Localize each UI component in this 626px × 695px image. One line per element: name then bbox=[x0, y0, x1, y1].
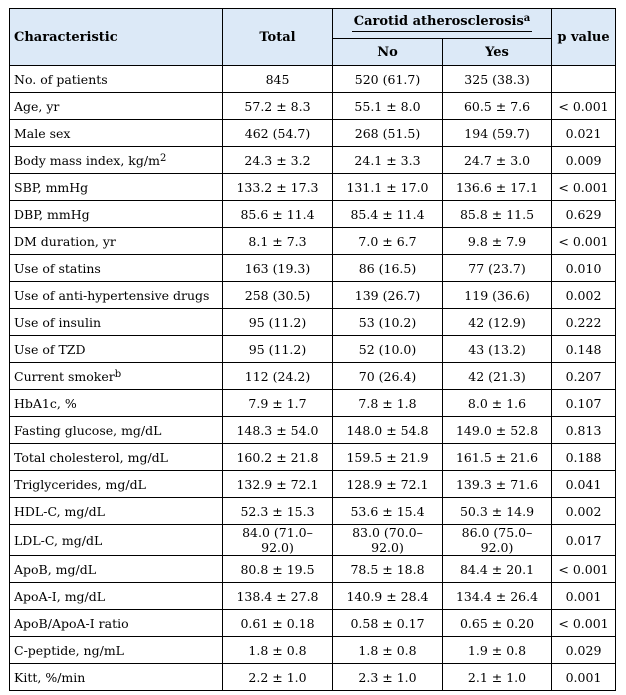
header-characteristic: Characteristic bbox=[10, 9, 223, 66]
row-yes: 43 (13.2) bbox=[443, 336, 552, 363]
table-body bbox=[10, 66, 616, 691]
table-row bbox=[10, 637, 616, 664]
row-total: 2.2 ± 1.0 bbox=[223, 664, 333, 691]
row-yes: 139.3 ± 71.6 bbox=[443, 471, 552, 498]
row-total: 80.8 ± 19.5 bbox=[223, 556, 333, 583]
row-p-value: 0.021 bbox=[552, 120, 616, 147]
row-total: 7.9 ± 1.7 bbox=[223, 390, 333, 417]
row-total: 845 bbox=[223, 66, 333, 93]
row-no: 520 (61.7) bbox=[333, 66, 443, 93]
row-characteristic bbox=[10, 228, 223, 255]
row-p-value: 0.188 bbox=[552, 444, 616, 471]
table-row bbox=[10, 120, 616, 147]
row-characteristic bbox=[10, 471, 223, 498]
table-row bbox=[10, 498, 616, 525]
row-p-value: 0.017 bbox=[552, 525, 616, 556]
row-yes: 42 (12.9) bbox=[443, 309, 552, 336]
row-p-value: < 0.001 bbox=[552, 556, 616, 583]
row-no: 24.1 ± 3.3 bbox=[333, 147, 443, 174]
row-characteristic-label: DBP, mmHg bbox=[14, 206, 90, 222]
row-no: 2.3 ± 1.0 bbox=[333, 664, 443, 691]
table-row bbox=[10, 444, 616, 471]
row-characteristic-label: LDL-C, mg/dL bbox=[14, 532, 103, 548]
table-row bbox=[10, 201, 616, 228]
row-no: 0.58 ± 0.17 bbox=[333, 610, 443, 637]
row-yes: 325 (38.3) bbox=[443, 66, 552, 93]
header-yes: Yes bbox=[443, 39, 552, 66]
row-no: 53.6 ± 15.4 bbox=[333, 498, 443, 525]
row-total: 95 (11.2) bbox=[223, 336, 333, 363]
row-characteristic bbox=[10, 66, 223, 93]
row-no: 140.9 ± 28.4 bbox=[333, 583, 443, 610]
row-characteristic bbox=[10, 201, 223, 228]
row-characteristic-label: Fasting glucose, mg/dL bbox=[14, 422, 162, 438]
row-characteristic bbox=[10, 610, 223, 637]
row-total: 160.2 ± 21.8 bbox=[223, 444, 333, 471]
row-characteristic-label: Age, yr bbox=[14, 98, 60, 114]
row-yes: 42 (21.3) bbox=[443, 363, 552, 390]
row-no: 159.5 ± 21.9 bbox=[333, 444, 443, 471]
characteristics-table bbox=[9, 8, 616, 691]
row-yes: 1.9 ± 0.8 bbox=[443, 637, 552, 664]
row-no: 83.0 (70.0–92.0) bbox=[333, 525, 443, 556]
row-yes: 86.0 (75.0–92.0) bbox=[443, 525, 552, 556]
row-yes: 0.65 ± 0.20 bbox=[443, 610, 552, 637]
row-total: 163 (19.3) bbox=[223, 255, 333, 282]
table-row bbox=[10, 525, 616, 556]
row-characteristic bbox=[10, 498, 223, 525]
row-p-value: 0.148 bbox=[552, 336, 616, 363]
row-characteristic bbox=[10, 363, 223, 390]
row-total: 462 (54.7) bbox=[223, 120, 333, 147]
row-yes: 9.8 ± 7.9 bbox=[443, 228, 552, 255]
header-p-value: p value bbox=[552, 9, 616, 66]
row-p-value: 0.010 bbox=[552, 255, 616, 282]
header-total: Total bbox=[223, 9, 333, 66]
row-characteristic-label: Use of statins bbox=[14, 260, 101, 276]
row-characteristic-label: C-peptide, ng/mL bbox=[14, 642, 124, 658]
row-no: 128.9 ± 72.1 bbox=[333, 471, 443, 498]
row-no: 131.1 ± 17.0 bbox=[333, 174, 443, 201]
row-total: 148.3 ± 54.0 bbox=[223, 417, 333, 444]
header-carotid-group bbox=[333, 9, 552, 39]
row-yes: 134.4 ± 26.4 bbox=[443, 583, 552, 610]
row-total: 52.3 ± 15.3 bbox=[223, 498, 333, 525]
row-no: 86 (16.5) bbox=[333, 255, 443, 282]
header-carotid-footnote-mark: a bbox=[523, 12, 531, 24]
row-p-value: < 0.001 bbox=[552, 228, 616, 255]
row-characteristic bbox=[10, 556, 223, 583]
row-characteristic bbox=[10, 664, 223, 691]
row-characteristic bbox=[10, 444, 223, 471]
table-row bbox=[10, 417, 616, 444]
row-yes: 8.0 ± 1.6 bbox=[443, 390, 552, 417]
row-p-value: 0.029 bbox=[552, 637, 616, 664]
table-row bbox=[10, 664, 616, 691]
table-row bbox=[10, 363, 616, 390]
row-p-value: 0.207 bbox=[552, 363, 616, 390]
row-p-value: 0.629 bbox=[552, 201, 616, 228]
row-p-value: 0.002 bbox=[552, 498, 616, 525]
row-no: 55.1 ± 8.0 bbox=[333, 93, 443, 120]
row-characteristic-label: Use of insulin bbox=[14, 314, 102, 330]
table-row bbox=[10, 66, 616, 93]
table-row bbox=[10, 147, 616, 174]
row-total: 57.2 ± 8.3 bbox=[223, 93, 333, 120]
row-total: 132.9 ± 72.1 bbox=[223, 471, 333, 498]
row-total: 24.3 ± 3.2 bbox=[223, 147, 333, 174]
table-row bbox=[10, 93, 616, 120]
row-p-value: 0.041 bbox=[552, 471, 616, 498]
table-row bbox=[10, 174, 616, 201]
row-total: 84.0 (71.0–92.0) bbox=[223, 525, 333, 556]
table-row bbox=[10, 255, 616, 282]
row-yes: 161.5 ± 21.6 bbox=[443, 444, 552, 471]
header-carotid-label: Carotid atherosclerosis bbox=[353, 13, 524, 29]
row-superscript: b bbox=[114, 368, 122, 380]
table-row bbox=[10, 309, 616, 336]
row-total: 85.6 ± 11.4 bbox=[223, 201, 333, 228]
row-no: 7.0 ± 6.7 bbox=[333, 228, 443, 255]
row-characteristic bbox=[10, 417, 223, 444]
row-p-value: < 0.001 bbox=[552, 93, 616, 120]
row-characteristic-label: Total cholesterol, mg/dL bbox=[14, 449, 168, 465]
row-characteristic-label: Male sex bbox=[14, 125, 71, 141]
row-characteristic bbox=[10, 120, 223, 147]
row-characteristic-label: ApoB, mg/dL bbox=[14, 561, 97, 577]
table-row bbox=[10, 610, 616, 637]
row-total: 95 (11.2) bbox=[223, 309, 333, 336]
row-total: 1.8 ± 0.8 bbox=[223, 637, 333, 664]
row-total: 258 (30.5) bbox=[223, 282, 333, 309]
row-yes: 85.8 ± 11.5 bbox=[443, 201, 552, 228]
row-characteristic-label: HDL-C, mg/dL bbox=[14, 503, 105, 519]
row-characteristic-label: HbA1c, % bbox=[14, 395, 77, 411]
row-no: 53 (10.2) bbox=[333, 309, 443, 336]
row-total: 8.1 ± 7.3 bbox=[223, 228, 333, 255]
header-no: No bbox=[333, 39, 443, 66]
row-yes: 2.1 ± 1.0 bbox=[443, 664, 552, 691]
row-no: 78.5 ± 18.8 bbox=[333, 556, 443, 583]
row-p-value: < 0.001 bbox=[552, 174, 616, 201]
row-yes: 60.5 ± 7.6 bbox=[443, 93, 552, 120]
row-characteristic-label: No. of patients bbox=[14, 71, 108, 87]
row-characteristic-label: ApoB/ApoA-I ratio bbox=[14, 615, 129, 631]
row-p-value: 0.813 bbox=[552, 417, 616, 444]
row-characteristic bbox=[10, 637, 223, 664]
row-yes: 84.4 ± 20.1 bbox=[443, 556, 552, 583]
row-p-value: 0.002 bbox=[552, 282, 616, 309]
row-characteristic bbox=[10, 390, 223, 417]
row-no: 7.8 ± 1.8 bbox=[333, 390, 443, 417]
row-total: 0.61 ± 0.18 bbox=[223, 610, 333, 637]
row-characteristic bbox=[10, 147, 223, 174]
row-characteristic bbox=[10, 309, 223, 336]
row-yes: 194 (59.7) bbox=[443, 120, 552, 147]
row-total: 138.4 ± 27.8 bbox=[223, 583, 333, 610]
row-characteristic-label: SBP, mmHg bbox=[14, 179, 89, 195]
row-characteristic bbox=[10, 255, 223, 282]
row-total: 133.2 ± 17.3 bbox=[223, 174, 333, 201]
row-yes: 149.0 ± 52.8 bbox=[443, 417, 552, 444]
table-row bbox=[10, 556, 616, 583]
row-p-value: 0.001 bbox=[552, 664, 616, 691]
table-row bbox=[10, 282, 616, 309]
table-row bbox=[10, 228, 616, 255]
row-characteristic-label: Use of TZD bbox=[14, 341, 86, 357]
row-characteristic-label: Current smoker bbox=[14, 368, 115, 384]
row-p-value: 0.009 bbox=[552, 147, 616, 174]
row-no: 1.8 ± 0.8 bbox=[333, 637, 443, 664]
row-characteristic bbox=[10, 282, 223, 309]
row-p-value: 0.107 bbox=[552, 390, 616, 417]
row-yes: 50.3 ± 14.9 bbox=[443, 498, 552, 525]
row-characteristic-label: Body mass index, kg/m bbox=[14, 152, 160, 168]
row-characteristic-label: Use of anti-hypertensive drugs bbox=[14, 287, 210, 303]
row-yes: 24.7 ± 3.0 bbox=[443, 147, 552, 174]
row-characteristic bbox=[10, 93, 223, 120]
row-characteristic bbox=[10, 174, 223, 201]
row-p-value: < 0.001 bbox=[552, 610, 616, 637]
table-row bbox=[10, 390, 616, 417]
table-row bbox=[10, 583, 616, 610]
row-no: 139 (26.7) bbox=[333, 282, 443, 309]
row-no: 52 (10.0) bbox=[333, 336, 443, 363]
row-no: 148.0 ± 54.8 bbox=[333, 417, 443, 444]
row-characteristic-label: DM duration, yr bbox=[14, 233, 116, 249]
row-p-value bbox=[552, 66, 616, 93]
row-characteristic-label: Kitt, %/min bbox=[14, 669, 86, 685]
row-p-value: 0.001 bbox=[552, 583, 616, 610]
row-characteristic bbox=[10, 336, 223, 363]
row-no: 85.4 ± 11.4 bbox=[333, 201, 443, 228]
row-superscript: 2 bbox=[159, 152, 167, 164]
row-no: 70 (26.4) bbox=[333, 363, 443, 390]
row-no: 268 (51.5) bbox=[333, 120, 443, 147]
table-row bbox=[10, 471, 616, 498]
table-row bbox=[10, 336, 616, 363]
row-characteristic-label: ApoA-I, mg/dL bbox=[14, 588, 106, 604]
row-p-value: 0.222 bbox=[552, 309, 616, 336]
row-yes: 119 (36.6) bbox=[443, 282, 552, 309]
row-characteristic bbox=[10, 525, 223, 556]
row-characteristic bbox=[10, 583, 223, 610]
row-total: 112 (24.2) bbox=[223, 363, 333, 390]
row-yes: 136.6 ± 17.1 bbox=[443, 174, 552, 201]
row-yes: 77 (23.7) bbox=[443, 255, 552, 282]
row-characteristic-label: Triglycerides, mg/dL bbox=[14, 476, 146, 492]
